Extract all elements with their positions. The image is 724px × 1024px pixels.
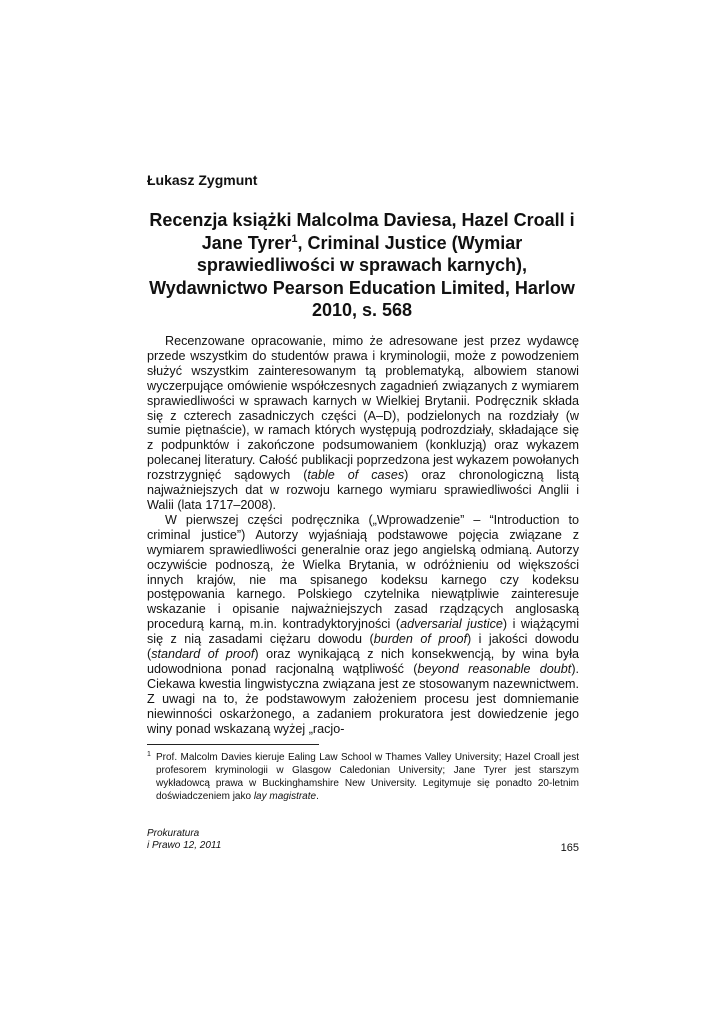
text-run: Prof. Malcolm Davies kieruje Ealing Law School w Thames Valley University; Hazel Croall jest profesorem kryminologii w Glasgow Caledonian University; Jane Tyrer jest starszym wykładowcą prawa w Buckinghamshire New University. Legitymuje się ponadto 20-letnim doświadczeniem jako — [156, 752, 579, 802]
italic-term: burden of proof — [373, 632, 468, 647]
text-run: ) oraz chronologiczną listą najważniejszych dat w rozwoju karnego wymiaru sprawiedliwości Anglii i Walii (lata 1717–2008). — [147, 468, 579, 512]
author-name: Łukasz Zygmunt — [147, 172, 258, 188]
text-run: Recenzowane opracowanie, mimo że adresowane jest przez wydawcę przede wszystkim do studentów prawa i kryminologii, może z powodzeniem służyć wszystkim zainteresowanym tą problematyką, albowiem stanowi wyczerpujące omówienie współczesnych zagadnień związanych z wymiarem sprawiedliwości w sprawach karnych w Wielkiej Brytanii. Podręcznik składa się z czterech zasadniczych części (A–D), podzielonych na rozdziały (w sumie piętnaście), w ramach których występują podrozdziały, składające się z podpunktów i zakończone podsumowaniem (konkluzją) oraz wykazem polecanej literatury. Całość publikacji poprzedzona jest wykazem powołanych rozstrzygnięć sądowych ( — [147, 334, 579, 483]
title-footnote-ref[interactable]: 1 — [291, 232, 298, 245]
italic-term: table of cases — [307, 468, 405, 483]
journal-name — [147, 828, 221, 852]
text-run: ) oraz wynikającą z nich konsekwencją, by wina była udowodniona ponad racjonalną wątpliwość ( — [147, 647, 579, 676]
review-title — [140, 209, 584, 322]
title-text-part-1: Recenzja książki Malcolma Daviesa, Hazel Croall i Jane Tyrer — [149, 210, 575, 253]
page-number: 165 — [560, 842, 579, 854]
paragraph-2 — [147, 513, 579, 737]
text-run: W pierwszej części podręcznika („Wprowadzenie” – “Introduction to criminal justice”) Autorzy wyjaśniają podstawowe pojęcia związane z wymiarem sprawiedliwości generalnie oraz jego angielską odmianą. Autorzy oczywiście podnoszą, że Wielka Brytania, w odróżnieniu od większości innych krajów, nie ma spisanego kodeksu karnego czy kodeksu postępowania karnego. Polskiego czytelnika niewątpliwie zainteresuje wskazanie i opisanie najważniejszych zasad rządzących anglosaską procedurą karną, m.in. kontradyktoryjności ( — [147, 512, 579, 632]
text-run: ). Ciekawa kwestia lingwistyczna związana jest ze stosowanym nazewnictwem. Z uwagi na to, że podstawowym założeniem procesu jest domniemanie niewinności oskarżonego, a zadaniem prokuratora jest dowiedzenie jego winy ponad wskazaną wyżej „racjo- — [147, 661, 580, 736]
text-run: ) i jakości dowodu ( — [147, 632, 579, 662]
title-text-part-2: , Criminal Justice (Wymiar sprawiedliwości w sprawach karnych), Wydawnictwo Pearson Education Limited, Harlow 2010, s. 568 — [149, 232, 575, 320]
text-run: . — [316, 791, 319, 802]
footnote-text — [147, 751, 579, 803]
italic-term: standard of proof — [151, 647, 255, 662]
paragraph-1 — [147, 334, 579, 513]
journal-line-1: Prokuratura — [147, 828, 200, 839]
italic-term: beyond reasonable doubt — [417, 661, 572, 676]
footnote-number: 1 — [147, 751, 151, 758]
italic-term: adversarial justice — [400, 617, 503, 632]
footnote — [147, 751, 579, 803]
main-text — [147, 334, 579, 736]
text-run: ) i wiążącymi się z nią zasadami ciężaru dowodu ( — [147, 617, 580, 647]
footnote-divider — [147, 744, 319, 745]
italic-term: lay magistrate — [253, 791, 317, 802]
journal-line-2: i Prawo 12, 2011 — [147, 840, 222, 851]
